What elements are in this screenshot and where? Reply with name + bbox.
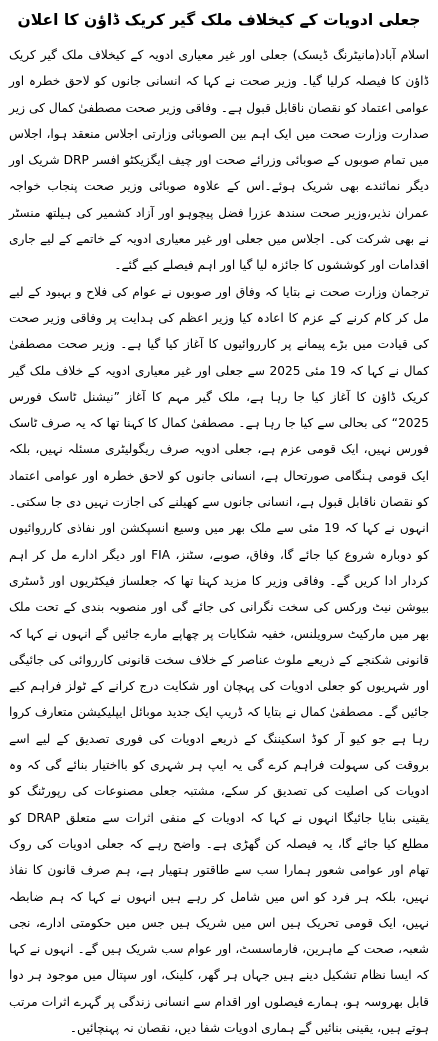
article-headline: جعلی ادویات کے کیخلاف ملک گیر کریک ڈاؤن کا اعلان <box>17 11 421 29</box>
article-paragraph-1: اسلام آباد(مانیٹرنگ ڈیسک) جعلی اور غیر معیاری ادویہ کے کیخلاف ملک گیر کریک ڈاؤن کا فیصلہ کرلیا گیا۔ وزیر صحت نے کہا کہ انسانی جانوں کو لاحق خطرہ اور عوامی اعتماد کو نقصان ناقابل قبول ہے۔ وفاقی وزیر صحت مصطفیٰ کمال کی زیر صدارت وزارت صحت میں ایک اہم بین الصوبائی وزارتی اجلاس منعقد ہوا، اجلاس میں تمام صوبوں کے صوبائی وزرائے صحت اور چیف ایگزیکٹو افسر DRP شریک اور دیگر نمائندے بھی شریک ہوئے۔اس کے علاوہ صوبائی وزیر صحت پنجاب خواجہ عمران نذیر،وزیر صحت سندھ عزرا فضل پیچوہو اور آزاد کشمیر کی ہیلتھ منسٹر نے بھی شرکت کی۔ اجلاس میں جعلی اور غیر معیاری ادویہ کے خاتمے کے لیے جاری اقدامات اور کوششوں کا جائزہ لیا گیا اور اہم فیصلے کیے گئے۔ <box>9 48 429 273</box>
article-body <box>9 42 429 1041</box>
article-paragraph-2: ترجمان وزارت صحت نے بتایا کہ وفاق اور صوبوں نے عوام کی فلاح و بہبود کے لیے مل کر کام کرنے کے عزم کا اعادہ کیا وزیر اعظم کی ہدایت پر وفاقی وزیر صحت کی قیادت میں بڑے پیمانے پر کارروائیوں کا آغاز کیا گیا ہے۔ وزیر صحت مصطفیٰ کمال نے کہا کہ 19 مئی 2025 سے جعلی اور غیر معیاری ادویہ کے خلاف ملک گیر کریک ڈاؤن کا آغاز کیا جا رہا ہے، ملک گیر مہم کا آغاز ”نیشنل ٹاسک فورس 2025“ کی بحالی سے کیا جا رہا ہے۔ مصطفیٰ کمال کا کہنا تھا کہ یہ صرف ٹاسک فورس نہیں، ایک قومی عزم ہے، جعلی ادویہ صرف ریگولیٹری مسئلہ نہیں، بلکہ ایک قومی ہنگامی صورتحال ہے، انسانی جانوں کو لاحق خطرہ اور عوامی اعتماد کو نقصان ناقابل قبول ہے، انسانی جانوں سے کھیلنے کی اجازت نہیں دی جا سکتی۔ انہوں نے کہا کہ 19 مئی سے ملک بھر میں وسیع انسپکشن اور نفاذی کارروائیوں کو دوبارہ شروع کیا جائے گا، وفاق، صوبے، سٹنز، FIA اور دیگر ادارے مل کر اہم کردار ادا کریں گے۔ وفاقی وزیر کا مزید کہنا تھا کہ جعلساز فیکٹریوں اور ڈسٹری بیوشن نیٹ ورکس کی سخت نگرانی کی جائے گی اور منصوبہ بندی کے تحت ملک بھر میں مارکیٹ سرویلنس، خفیہ شکایات پر چھاپے مارے جائیں گے انہوں نے کہا کہ قانونی شکنجے کے ذریعے ملوث عناصر کے خلاف سخت قانونی کارروائی کی جائیگی اور شہریوں کو جعلی ادویات کی پہچان اور شکایت درج کرانے کے ٹولز فراہم کیے جائیں گے۔ مصطفیٰ کمال نے بتایا کہ ڈریپ ایک جدید موبائل ایپلیکیشن متعارف کروا رہا ہے جو کیو آر کوڈ اسکیننگ کے ذریعے ادویات کی فوری تصدیق کے لیے اسے بروقت کی سہولت فراہم کرے گی یہ ایپ ہر شہری کو بااختیار بنائے گی کہ وہ ادویات کی اصلیت کی تصدیق کر سکے، مشتبہ جعلی مصنوعات کی رپورٹنگ کو یقینی بنایا جائیگا انہوں نے کہا کہ ادویات کے منفی اثرات سے متعلق DRAP کو مطلع کیا جائے گا، یہ فیصلہ کن گھڑی ہے۔ واضح رہے کہ جعلی ادویات کی روک تھام اور عوامی شعور ہمارا سب سے طاقتور ہتھیار ہے، ہم صرف قانون کا نفاذ نہیں، بلکہ ہر فرد کو اس میں شامل کر رہے ہیں انہوں نے کہا کہ ہم ضابطہ نہیں، ایک قومی تحریک ہیں اس میں شریک ہیں جس میں حکومتی ادارے، نجی شعبہ، صحت کے ماہرین، فارماسسٹ، اور عوام سب شریک ہیں گے۔ انہوں نے کہا کہ ایسا نظام تشکیل دینے ہیں جہاں ہر گھر، کلینک، اور سپتال میں موجود ہر دوا قابل بھروسہ ہو، ہمارے فیصلوں اور اقدام سے انسانی زندگی پر گہرے اثرات مرتب ہوتے ہیں، یقینی بنائیں گے ہماری ادویات شفا دیں، نقصان نہ پہنچائیں۔ <box>9 284 430 1035</box>
